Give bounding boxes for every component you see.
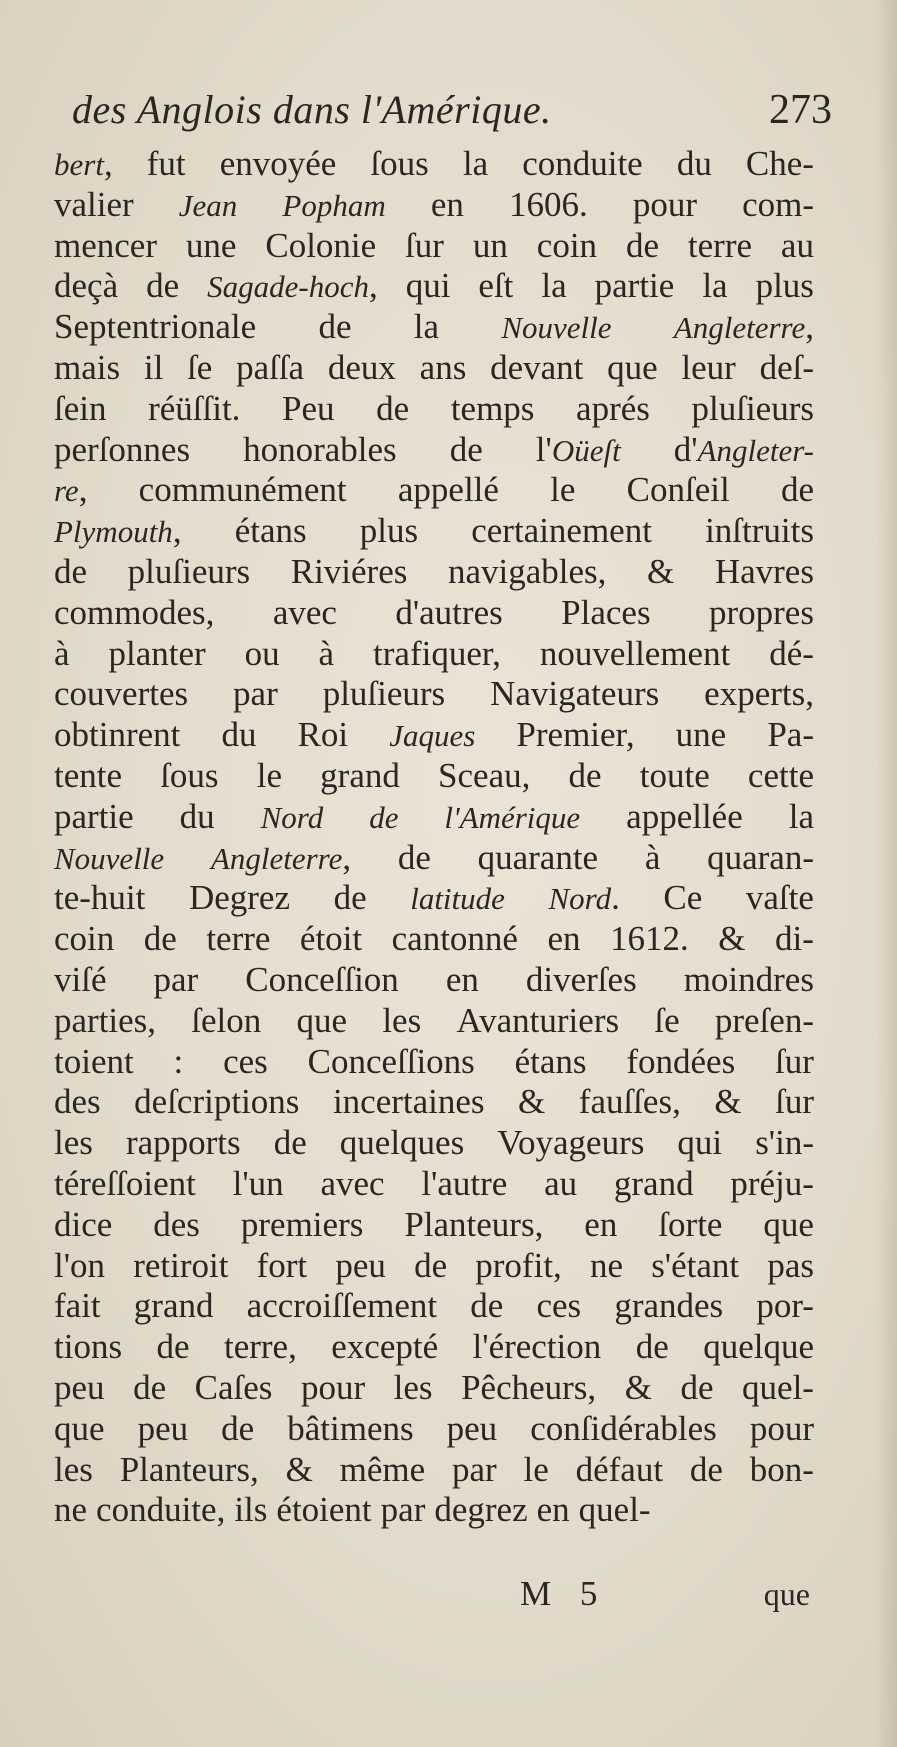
- body-text: [54, 144, 814, 1531]
- text-line: parties, ſelon que les Avanturiers ſe preſen-: [54, 1000, 814, 1040]
- page-gutter-shadow: [875, 0, 897, 1747]
- text-line: partie du Nord de l'Amérique appellée la: [54, 796, 814, 836]
- text-line: que peu de bâtimens peu conſidérables pour: [54, 1408, 814, 1448]
- text-line: fait grand accroiſſement de ces grandes por-: [54, 1286, 814, 1326]
- text-line: commodes, avec d'autres Places propres: [54, 592, 814, 632]
- text-line: tions de terre, excepté l'érection de quelque: [54, 1327, 814, 1367]
- text-line: téreſſoient l'un avec l'autre au grand préju-: [54, 1163, 814, 1203]
- text-line: bert, fut envoyée ſous la conduite du Che-: [54, 144, 814, 183]
- text-line: deçà de Sagade-hoch, qui eſt la partie la plus: [54, 266, 814, 306]
- text-line: dice des premiers Planteurs, en ſorte que: [54, 1204, 814, 1244]
- page-header: [72, 82, 832, 138]
- text-line: mencer une Colonie ſur un coin de terre au: [54, 225, 814, 265]
- text-line: mais il ſe paſſa deux ans devant que leur deſ-: [54, 347, 814, 387]
- text-line: les rapports de quelques Voyageurs qui s'in-: [54, 1123, 814, 1163]
- text-line: Nouvelle Angleterre, de quarante à quaran-: [54, 837, 814, 877]
- text-line: l'on retiroit fort peu de profit, ne s'étant pas: [54, 1245, 814, 1285]
- text-line: ſein réüſſit. Peu de temps aprés pluſieurs: [54, 388, 814, 428]
- page-number: 273: [769, 87, 832, 133]
- text-line: coin de terre étoit cantonné en 1612. & di-: [54, 919, 814, 959]
- text-line: peu de Caſes pour les Pêcheurs, & de quel-: [54, 1367, 814, 1407]
- page-footer: [520, 1572, 810, 1616]
- text-line: ne conduite, ils étoient par degrez en quel-: [54, 1490, 651, 1530]
- text-line: toient : ces Conceſſions étans fondées ſur: [54, 1041, 814, 1081]
- text-line: te-huit Degrez de latitude Nord. Ce vaſte: [54, 878, 814, 918]
- signature-mark: M 5: [520, 1574, 608, 1613]
- text-line: viſé par Conceſſion en diverſes moindres: [54, 959, 814, 999]
- text-line: Septentrionale de la Nouvelle Angleterre,: [54, 307, 814, 347]
- catchword: que: [763, 1576, 810, 1612]
- text-line: des deſcriptions incertaines & fauſſes, & ſur: [54, 1082, 814, 1122]
- text-line: de pluſieurs Riviéres navigables, & Havres: [54, 551, 814, 591]
- text-line: valier Jean Popham en 1606. pour com-: [54, 184, 814, 224]
- text-line: re, communément appellé le Conſeil de: [54, 470, 814, 510]
- text-line: Plymouth, étans plus certainement inſtruits: [54, 511, 814, 551]
- text-line: les Planteurs, & même par le défaut de bon-: [54, 1449, 814, 1489]
- text-line: obtinrent du Roi Jaques Premier, une Pa-: [54, 715, 814, 755]
- text-line: à planter ou à trafiquer, nouvellement dé-: [54, 633, 814, 673]
- text-line: perſonnes honorables de l'Oüeſt d'Angleter-: [54, 429, 814, 469]
- text-line: couvertes par pluſieurs Navigateurs experts,: [54, 674, 814, 714]
- text-line: tente ſous le grand Sceau, de toute cette: [54, 755, 814, 795]
- running-head: des Anglois dans l'Amérique.: [72, 87, 552, 132]
